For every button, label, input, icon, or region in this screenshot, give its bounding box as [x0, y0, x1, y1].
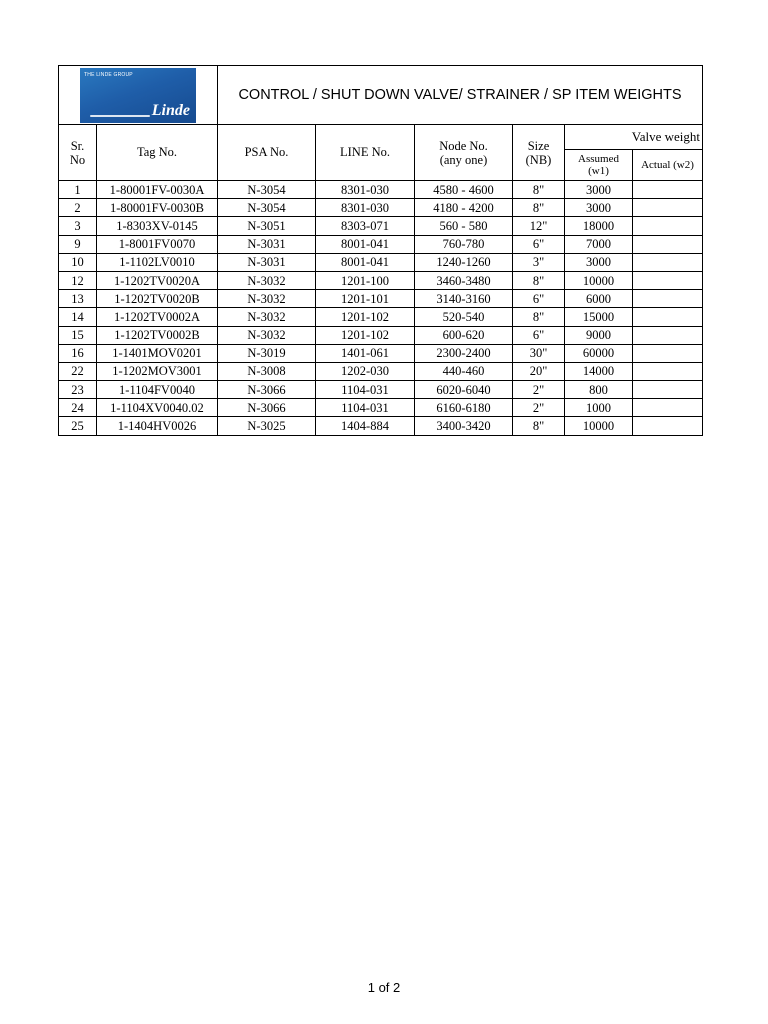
cell-psa: N-3032	[218, 271, 316, 289]
cell-tag: 1-8303XV-0145	[97, 217, 218, 235]
cell-sr: 24	[59, 399, 97, 417]
table-row	[59, 217, 703, 235]
table-row	[59, 253, 703, 271]
cell-psa: N-3032	[218, 308, 316, 326]
cell-assumed: 60000	[565, 344, 633, 362]
cell-psa: N-3019	[218, 344, 316, 362]
cell-size: 2"	[513, 381, 565, 399]
cell-size: 6"	[513, 290, 565, 308]
cell-sr: 13	[59, 290, 97, 308]
cell-tag: 1-1104FV0040	[97, 381, 218, 399]
cell-psa: N-3008	[218, 362, 316, 380]
cell-size: 3"	[513, 253, 565, 271]
cell-line: 8001-041	[316, 235, 415, 253]
cell-tag: 1-1202MOV3001	[97, 362, 218, 380]
cell-size: 6"	[513, 235, 565, 253]
cell-actual	[633, 362, 703, 380]
cell-line: 1401-061	[316, 344, 415, 362]
cell-line: 1201-102	[316, 326, 415, 344]
cell-size: 8"	[513, 199, 565, 217]
cell-actual	[633, 271, 703, 289]
table-row	[59, 290, 703, 308]
cell-assumed: 1000	[565, 399, 633, 417]
cell-actual	[633, 381, 703, 399]
cell-sr: 23	[59, 381, 97, 399]
cell-size: 8"	[513, 271, 565, 289]
cell-tag: 1-1202TV0002A	[97, 308, 218, 326]
cell-sr: 22	[59, 362, 97, 380]
cell-actual	[633, 417, 703, 435]
table-row	[59, 344, 703, 362]
cell-node: 440-460	[415, 362, 513, 380]
cell-line: 1202-030	[316, 362, 415, 380]
linde-logo	[80, 68, 196, 123]
cell-tag: 1-1404HV0026	[97, 417, 218, 435]
cell-sr: 14	[59, 308, 97, 326]
cell-line: 1104-031	[316, 381, 415, 399]
header-size: Size (NB)	[513, 125, 565, 181]
cell-node: 1240-1260	[415, 253, 513, 271]
cell-node: 6020-6040	[415, 381, 513, 399]
cell-tag: 1-80001FV-0030B	[97, 199, 218, 217]
logo-swoosh-icon	[90, 115, 150, 117]
logo-cell	[59, 66, 218, 125]
cell-sr: 16	[59, 344, 97, 362]
table-row	[59, 399, 703, 417]
cell-size: 8"	[513, 308, 565, 326]
header-valve-weight: Valve weight	[565, 125, 703, 150]
cell-psa: N-3031	[218, 253, 316, 271]
cell-psa: N-3032	[218, 326, 316, 344]
cell-size: 6"	[513, 326, 565, 344]
cell-line: 1201-101	[316, 290, 415, 308]
cell-line: 8303-071	[316, 217, 415, 235]
cell-tag: 1-8001FV0070	[97, 235, 218, 253]
cell-size: 20"	[513, 362, 565, 380]
table-row	[59, 381, 703, 399]
cell-assumed: 15000	[565, 308, 633, 326]
table-row	[59, 235, 703, 253]
cell-sr: 2	[59, 199, 97, 217]
header-node-no: Node No. (any one)	[415, 125, 513, 181]
cell-node: 2300-2400	[415, 344, 513, 362]
table-row	[59, 326, 703, 344]
cell-psa: N-3054	[218, 199, 316, 217]
cell-psa: N-3066	[218, 399, 316, 417]
cell-tag: 1-1202TV0002B	[97, 326, 218, 344]
cell-node: 3400-3420	[415, 417, 513, 435]
cell-node: 760-780	[415, 235, 513, 253]
cell-assumed: 18000	[565, 217, 633, 235]
cell-assumed: 9000	[565, 326, 633, 344]
cell-actual	[633, 290, 703, 308]
cell-sr: 3	[59, 217, 97, 235]
cell-assumed: 14000	[565, 362, 633, 380]
page-number: 1 of 2	[367, 980, 401, 995]
cell-actual	[633, 253, 703, 271]
cell-size: 8"	[513, 181, 565, 199]
cell-assumed: 3000	[565, 199, 633, 217]
document-title: CONTROL / SHUT DOWN VALVE/ STRAINER / SP ITEM WEIGHTS	[218, 66, 703, 125]
header-tag-no: Tag No.	[97, 125, 218, 181]
cell-assumed: 800	[565, 381, 633, 399]
table-row	[59, 199, 703, 217]
cell-tag: 1-1202TV0020B	[97, 290, 218, 308]
cell-node: 4580 - 4600	[415, 181, 513, 199]
cell-psa: N-3025	[218, 417, 316, 435]
cell-node: 520-540	[415, 308, 513, 326]
cell-psa: N-3031	[218, 235, 316, 253]
cell-size: 2"	[513, 399, 565, 417]
cell-line: 8301-030	[316, 181, 415, 199]
cell-size: 30"	[513, 344, 565, 362]
header-psa-no: PSA No.	[218, 125, 316, 181]
cell-actual	[633, 308, 703, 326]
cell-size: 8"	[513, 417, 565, 435]
cell-assumed: 7000	[565, 235, 633, 253]
cell-actual	[633, 399, 703, 417]
cell-line: 1201-100	[316, 271, 415, 289]
cell-psa: N-3054	[218, 181, 316, 199]
table-row	[59, 308, 703, 326]
table-row	[59, 362, 703, 380]
header-assumed: Assumed (w1)	[565, 150, 633, 181]
cell-line: 1404-884	[316, 417, 415, 435]
cell-psa: N-3032	[218, 290, 316, 308]
logo-wordmark: Linde	[151, 101, 190, 119]
cell-assumed: 3000	[565, 181, 633, 199]
cell-psa: N-3051	[218, 217, 316, 235]
logo-tagline: THE LINDE GROUP	[84, 71, 133, 78]
cell-actual	[633, 181, 703, 199]
cell-line: 1104-031	[316, 399, 415, 417]
cell-assumed: 3000	[565, 253, 633, 271]
cell-line: 8001-041	[316, 253, 415, 271]
cell-psa: N-3066	[218, 381, 316, 399]
cell-tag: 1-80001FV-0030A	[97, 181, 218, 199]
cell-sr: 25	[59, 417, 97, 435]
cell-tag: 1-1104XV0040.02	[97, 399, 218, 417]
cell-actual	[633, 344, 703, 362]
header-sr-no: Sr. No	[59, 125, 97, 181]
cell-size: 12"	[513, 217, 565, 235]
cell-node: 6160-6180	[415, 399, 513, 417]
cell-node: 3140-3160	[415, 290, 513, 308]
valve-weights-table	[58, 65, 703, 436]
header-line-no: LINE No.	[316, 125, 415, 181]
cell-actual	[633, 217, 703, 235]
header-actual: Actual (w2)	[633, 150, 703, 181]
cell-node: 4180 - 4200	[415, 199, 513, 217]
cell-actual	[633, 199, 703, 217]
cell-sr: 12	[59, 271, 97, 289]
cell-node: 560 - 580	[415, 217, 513, 235]
cell-sr: 1	[59, 181, 97, 199]
cell-node: 600-620	[415, 326, 513, 344]
cell-assumed: 6000	[565, 290, 633, 308]
cell-sr: 9	[59, 235, 97, 253]
cell-actual	[633, 326, 703, 344]
cell-tag: 1-1202TV0020A	[97, 271, 218, 289]
cell-sr: 15	[59, 326, 97, 344]
table-row	[59, 181, 703, 199]
cell-tag: 1-1102LV0010	[97, 253, 218, 271]
cell-line: 1201-102	[316, 308, 415, 326]
cell-assumed: 10000	[565, 417, 633, 435]
table-row	[59, 417, 703, 435]
table-row	[59, 271, 703, 289]
cell-sr: 10	[59, 253, 97, 271]
cell-line: 8301-030	[316, 199, 415, 217]
table-body	[59, 181, 703, 436]
cell-assumed: 10000	[565, 271, 633, 289]
cell-node: 3460-3480	[415, 271, 513, 289]
cell-tag: 1-1401MOV0201	[97, 344, 218, 362]
cell-actual	[633, 235, 703, 253]
